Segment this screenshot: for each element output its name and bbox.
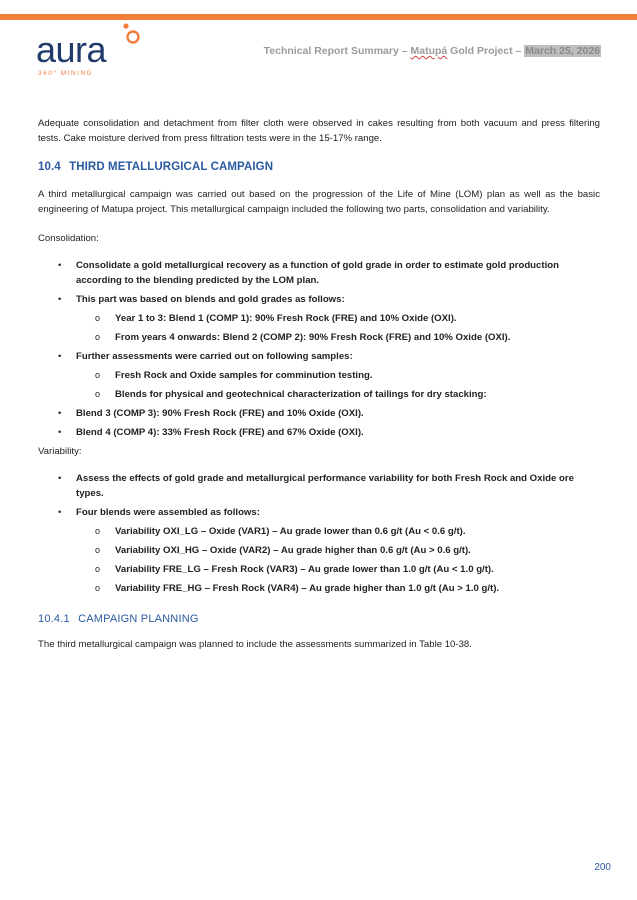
header-title-mid: Gold Project – [447,45,525,57]
list-item-text: Assess the effects of gold grade and metallurgical performance variability for both Fresh Rock and Oxide ore types. [76,473,574,499]
section-title: THIRD METALLURGICAL CAMPAIGN [69,161,274,173]
list-item [38,505,600,596]
list-item-text: Blend 3 (COMP 3): 90% Fresh Rock (FRE) and 10% Oxide (OXI). [76,408,364,419]
circle-bullet-icon: o [95,313,101,323]
consolidation-label: Consolidation: [38,233,99,244]
sub-list-item-text: From years 4 onwards: Blend 2 (COMP 2): 90% Fresh Rock (FRE) and 10% Oxide (OXI). [115,332,511,343]
circle-bullet-icon: o [95,583,101,593]
list-item-text: Four blends were assembled as follows: [76,507,260,518]
list-item-text: This part was based on blends and gold grades as follows: [76,294,345,305]
circle-bullet-icon: o [95,526,101,536]
sub-list-item-text: Variability FRE_HG – Fresh Rock (VAR4) – Au grade higher than 1.0 g/t (Au > 1.0 g/t). [115,583,500,594]
sub-list-item [38,543,600,558]
logo-circles-icon [120,22,142,46]
page-content [38,116,600,652]
subsection-heading [38,612,600,627]
logo-wordmark: aura [36,29,107,70]
bullet-icon: • [58,351,62,362]
circle-bullet-icon: o [95,370,101,380]
sub-list-item [38,562,600,577]
sub-list-item-text: Variability FRE_LG – Fresh Rock (VAR3) – Au grade lower than 1.0 g/t (Au < 1.0 g/t). [115,564,494,575]
list-item-text: Blend 4 (COMP 4): 33% Fresh Rock (FRE) and 67% Oxide (OXI). [76,427,364,438]
sub-list [76,524,600,596]
circle-bullet-icon: o [95,389,101,399]
sub-list-item [38,387,600,402]
section-paragraph: A third metallurgical campaign was carried out based on the progression of the Life of Mine (LOM) plan as well as the basic engineering of Matupa project. This metallurgical campaign included the following two parts, consolidation and variability. [38,189,600,215]
header-accent-bar [0,14,637,20]
sub-list [76,311,600,345]
subsection-number: 10.4.1 [38,613,70,625]
sub-list-item [38,311,600,326]
consolidation-list [38,258,600,440]
sub-list [76,368,600,402]
header-date: March 25, 2026 [525,45,600,57]
subsection-paragraph: The third metallurgical campaign was planned to include the assessments summarized in Table 10-38. [38,639,472,650]
circle-bullet-icon: o [95,545,101,555]
header-project-name: Matupá [410,45,448,57]
sub-list-item [38,581,600,596]
sub-list-item [38,524,600,539]
section-heading [38,160,600,175]
list-item [38,406,600,421]
list-item [38,349,600,402]
sub-list-item-text: Year 1 to 3: Blend 1 (COMP 1): 90% Fresh Rock (FRE) and 10% Oxide (OXI). [115,313,457,324]
variability-list [38,471,600,596]
bullet-icon: • [58,473,62,484]
sub-list-item [38,330,600,345]
bullet-icon: • [58,294,62,305]
sub-list-item-text: Fresh Rock and Oxide samples for comminution testing. [115,370,373,381]
circle-bullet-icon: o [95,332,101,342]
list-item-text: Further assessments were carried out on following samples: [76,351,353,362]
subsection-title: CAMPAIGN PLANNING [78,613,199,625]
sub-list-item-text: Blends for physical and geotechnical characterization of tailings for dry stacking: [115,389,487,400]
sub-list-item [38,368,600,383]
list-item-text: Consolidate a gold metallurgical recovery as a function of gold grade in order to estimate gold production according to the blending predicted by the LOM plan. [76,260,559,286]
list-item [38,471,600,501]
intro-paragraph: Adequate consolidation and detachment from filter cloth were observed in cakes resulting from both vacuum and press filtering tests. Cake moisture derived from press filtration tests were in the 15-17% range. [38,118,600,144]
list-item [38,292,600,345]
header-title-prefix: Technical Report Summary – [263,45,411,57]
bullet-icon: • [58,427,62,438]
bullet-icon: • [58,507,62,518]
list-item [38,258,600,288]
aura-logo [36,22,146,82]
circle-bullet-icon: o [95,564,101,574]
report-header-title [264,45,601,57]
list-item [38,425,600,440]
bullet-icon: • [58,408,62,419]
sub-list-item-text: Variability OXI_LG – Oxide (VAR1) – Au grade lower than 0.6 g/t (Au < 0.6 g/t). [115,526,466,537]
logo-tagline: 360° MINING [38,70,94,77]
sub-list-item-text: Variability OXI_HG – Oxide (VAR2) – Au grade higher than 0.6 g/t (Au > 0.6 g/t). [115,545,471,556]
section-number: 10.4 [38,161,61,173]
page-number: 200 [594,862,611,873]
variability-label: Variability: [38,446,82,457]
bullet-icon: • [58,260,62,271]
